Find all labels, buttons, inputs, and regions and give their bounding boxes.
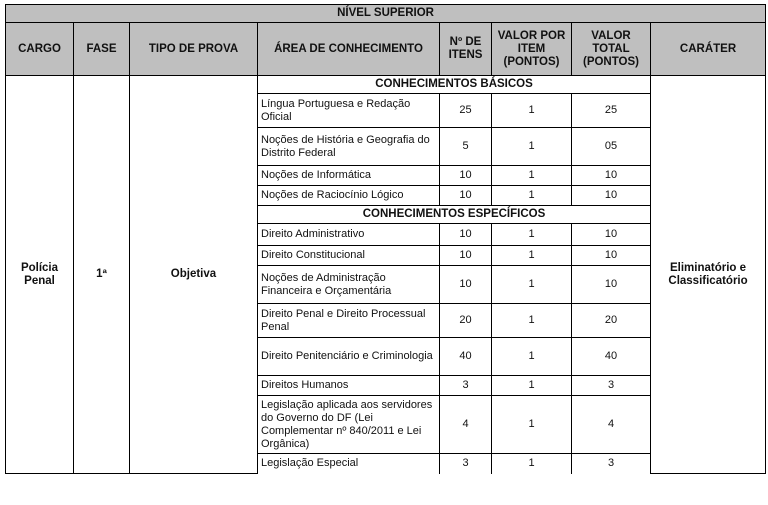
itens-cell: 20 (440, 304, 492, 338)
valor-total-cell: 10 (572, 266, 651, 304)
itens-cell: 40 (440, 338, 492, 376)
area-cell: Noções de Informática (258, 166, 440, 186)
valor-item-cell: 1 (492, 396, 572, 454)
valor-item-cell: 1 (492, 376, 572, 396)
itens-cell: 4 (440, 396, 492, 454)
itens-cell: 3 (440, 376, 492, 396)
header-valor-total: VALOR TOTAL (PONTOS) (572, 23, 651, 76)
itens-cell: 3 (440, 454, 492, 474)
itens-cell: 25 (440, 94, 492, 128)
valor-item-cell: 1 (492, 166, 572, 186)
valor-total-cell: 10 (572, 224, 651, 246)
valor-item-cell: 1 (492, 94, 572, 128)
valor-item-cell: 1 (492, 338, 572, 376)
itens-cell: 10 (440, 266, 492, 304)
header-carater: CARÁTER (651, 23, 766, 76)
area-cell: Direito Administrativo (258, 224, 440, 246)
valor-total-cell: 25 (572, 94, 651, 128)
area-cell: Direito Constitucional (258, 246, 440, 266)
valor-item-cell: 1 (492, 186, 572, 206)
valor-total-cell: 10 (572, 166, 651, 186)
valor-item-cell: 1 (492, 304, 572, 338)
valor-total-cell: 3 (572, 454, 651, 474)
itens-cell: 10 (440, 246, 492, 266)
header-cargo: CARGO (6, 23, 74, 76)
header-area: ÁREA DE CONHECIMENTO (258, 23, 440, 76)
carater-cell: Eliminatório e Classificatório (651, 76, 766, 474)
area-cell: Legislação aplicada aos servidores do Governo do DF (Lei Complementar nº 840/2011 e Lei Orgânica) (258, 396, 440, 454)
area-cell: Direito Penal e Direito Processual Penal (258, 304, 440, 338)
valor-total-cell: 20 (572, 304, 651, 338)
area-cell: Língua Portuguesa e Redação Oficial (258, 94, 440, 128)
section-basicos: CONHECIMENTOS BÁSICOS (258, 76, 651, 94)
tipo-prova-cell: Objetiva (130, 76, 258, 474)
valor-item-cell: 1 (492, 246, 572, 266)
header-fase: FASE (74, 23, 130, 76)
cargo-cell: Polícia Penal (6, 76, 74, 474)
valor-total-cell: 40 (572, 338, 651, 376)
area-cell: Legislação Especial (258, 454, 440, 474)
itens-cell: 10 (440, 166, 492, 186)
exam-table (5, 4, 766, 474)
area-cell: Noções de História e Geografia do Distrito Federal (258, 128, 440, 166)
valor-total-cell: 05 (572, 128, 651, 166)
valor-item-cell: 1 (492, 454, 572, 474)
section-especificos: CONHECIMENTOS ESPECÍFICOS (258, 206, 651, 224)
valor-total-cell: 3 (572, 376, 651, 396)
header-valor-item: VALOR POR ITEM (PONTOS) (492, 23, 572, 76)
area-cell: Direitos Humanos (258, 376, 440, 396)
valor-item-cell: 1 (492, 128, 572, 166)
table-title: NÍVEL SUPERIOR (6, 5, 766, 23)
itens-cell: 10 (440, 224, 492, 246)
header-itens: Nº DE ITENS (440, 23, 492, 76)
valor-total-cell: 10 (572, 186, 651, 206)
header-tipo-prova: TIPO DE PROVA (130, 23, 258, 76)
area-cell: Noções de Administração Financeira e Orçamentária (258, 266, 440, 304)
valor-item-cell: 1 (492, 224, 572, 246)
fase-cell: 1ª (74, 76, 130, 474)
valor-total-cell: 10 (572, 246, 651, 266)
valor-total-cell: 4 (572, 396, 651, 454)
itens-cell: 5 (440, 128, 492, 166)
valor-item-cell: 1 (492, 266, 572, 304)
itens-cell: 10 (440, 186, 492, 206)
area-cell: Direito Penitenciário e Criminologia (258, 338, 440, 376)
area-cell: Noções de Raciocínio Lógico (258, 186, 440, 206)
